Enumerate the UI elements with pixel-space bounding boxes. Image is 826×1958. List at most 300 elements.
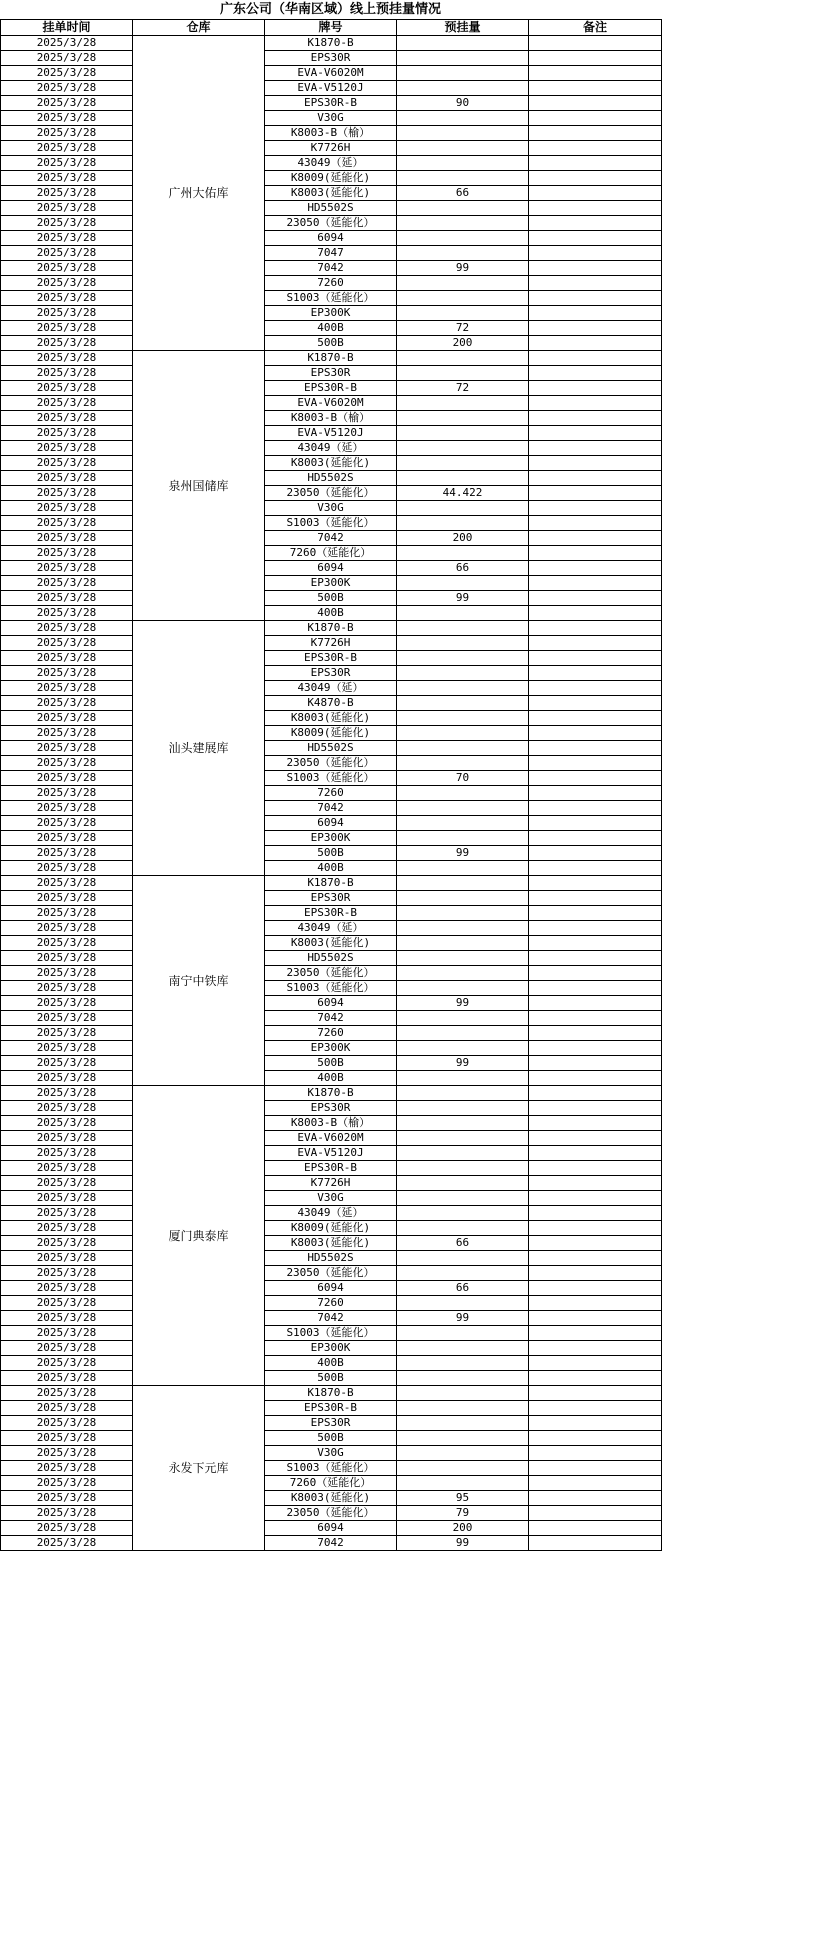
- cell-listing-time: 2025/3/28: [1, 1041, 133, 1056]
- cell-remarks: [529, 36, 662, 51]
- cell-grade: 500B: [265, 1431, 397, 1446]
- cell-remarks: [529, 456, 662, 471]
- cell-listing-time: 2025/3/28: [1, 966, 133, 981]
- table-row: [1, 81, 662, 96]
- cell-remarks: [529, 201, 662, 216]
- cell-listing-time: 2025/3/28: [1, 1296, 133, 1311]
- cell-grade: EVA-V6020M: [265, 396, 397, 411]
- cell-grade: 6094: [265, 996, 397, 1011]
- cell-grade: K8003-B（榆）: [265, 1116, 397, 1131]
- cell-preorder-qty: [397, 171, 529, 186]
- table-row: [1, 741, 662, 756]
- table-row: [1, 261, 662, 276]
- table-row: [1, 141, 662, 156]
- cell-preorder-qty: [397, 861, 529, 876]
- cell-remarks: [529, 51, 662, 66]
- cell-remarks: [529, 846, 662, 861]
- table-row: [1, 591, 662, 606]
- table-row: [1, 786, 662, 801]
- table-row: [1, 696, 662, 711]
- cell-grade: V30G: [265, 111, 397, 126]
- table-row: [1, 411, 662, 426]
- cell-grade: 23050（延能化）: [265, 966, 397, 981]
- cell-grade: K7726H: [265, 141, 397, 156]
- table-row: [1, 531, 662, 546]
- cell-grade: K1870-B: [265, 351, 397, 366]
- cell-listing-time: 2025/3/28: [1, 756, 133, 771]
- table-row: [1, 1296, 662, 1311]
- cell-grade: HD5502S: [265, 741, 397, 756]
- cell-grade: 7260: [265, 1296, 397, 1311]
- cell-listing-time: 2025/3/28: [1, 726, 133, 741]
- cell-listing-time: 2025/3/28: [1, 96, 133, 111]
- cell-listing-time: 2025/3/28: [1, 1191, 133, 1206]
- cell-listing-time: 2025/3/28: [1, 1011, 133, 1026]
- cell-grade: 6094: [265, 816, 397, 831]
- header-row: [1, 20, 662, 36]
- cell-preorder-qty: [397, 111, 529, 126]
- cell-listing-time: 2025/3/28: [1, 1101, 133, 1116]
- cell-remarks: [529, 321, 662, 336]
- cell-remarks: [529, 126, 662, 141]
- cell-grade: EPS30R: [265, 51, 397, 66]
- cell-remarks: [529, 711, 662, 726]
- cell-preorder-qty: [397, 606, 529, 621]
- cell-remarks: [529, 306, 662, 321]
- cell-preorder-qty: 200: [397, 336, 529, 351]
- cell-listing-time: 2025/3/28: [1, 396, 133, 411]
- cell-preorder-qty: [397, 471, 529, 486]
- cell-listing-time: 2025/3/28: [1, 1446, 133, 1461]
- cell-listing-time: 2025/3/28: [1, 111, 133, 126]
- table-row: [1, 426, 662, 441]
- cell-preorder-qty: 79: [397, 1506, 529, 1521]
- cell-grade: 7042: [265, 1536, 397, 1551]
- cell-remarks: [529, 1341, 662, 1356]
- cell-remarks: [529, 831, 662, 846]
- cell-listing-time: 2025/3/28: [1, 66, 133, 81]
- cell-preorder-qty: 72: [397, 381, 529, 396]
- cell-grade: K7726H: [265, 636, 397, 651]
- cell-grade: 6094: [265, 561, 397, 576]
- cell-listing-time: 2025/3/28: [1, 1056, 133, 1071]
- cell-remarks: [529, 876, 662, 891]
- cell-remarks: [529, 516, 662, 531]
- cell-remarks: [529, 981, 662, 996]
- table-row: [1, 546, 662, 561]
- cell-preorder-qty: [397, 546, 529, 561]
- cell-preorder-qty: [397, 66, 529, 81]
- cell-remarks: [529, 1116, 662, 1131]
- table-row: [1, 1506, 662, 1521]
- cell-listing-time: 2025/3/28: [1, 1176, 133, 1191]
- cell-remarks: [529, 1401, 662, 1416]
- cell-remarks: [529, 726, 662, 741]
- cell-remarks: [529, 1281, 662, 1296]
- cell-listing-time: 2025/3/28: [1, 891, 133, 906]
- cell-grade: 400B: [265, 1356, 397, 1371]
- table-row: [1, 516, 662, 531]
- cell-listing-time: 2025/3/28: [1, 1221, 133, 1236]
- cell-preorder-qty: [397, 366, 529, 381]
- cell-preorder-qty: [397, 921, 529, 936]
- cell-grade: K1870-B: [265, 876, 397, 891]
- cell-grade: 43049（延）: [265, 156, 397, 171]
- cell-listing-time: 2025/3/28: [1, 261, 133, 276]
- cell-listing-time: 2025/3/28: [1, 621, 133, 636]
- cell-preorder-qty: 66: [397, 1281, 529, 1296]
- cell-preorder-qty: [397, 1341, 529, 1356]
- cell-remarks: [529, 441, 662, 456]
- cell-preorder-qty: [397, 1356, 529, 1371]
- table-row: [1, 651, 662, 666]
- table-row: [1, 396, 662, 411]
- cell-listing-time: 2025/3/28: [1, 576, 133, 591]
- cell-grade: HD5502S: [265, 1251, 397, 1266]
- table-row: [1, 1146, 662, 1161]
- cell-remarks: [529, 66, 662, 81]
- cell-listing-time: 2025/3/28: [1, 1206, 133, 1221]
- cell-warehouse: 永发下元库: [133, 1386, 265, 1551]
- cell-grade: K1870-B: [265, 621, 397, 636]
- table-row: [1, 1236, 662, 1251]
- cell-remarks: [529, 756, 662, 771]
- table-row: [1, 636, 662, 651]
- cell-remarks: [529, 1326, 662, 1341]
- cell-preorder-qty: 66: [397, 1236, 529, 1251]
- cell-remarks: [529, 1191, 662, 1206]
- table-row: [1, 231, 662, 246]
- cell-listing-time: 2025/3/28: [1, 381, 133, 396]
- cell-preorder-qty: [397, 156, 529, 171]
- table-row: [1, 1461, 662, 1476]
- table-row: [1, 1521, 662, 1536]
- cell-preorder-qty: [397, 81, 529, 96]
- cell-preorder-qty: [397, 216, 529, 231]
- cell-remarks: [529, 1161, 662, 1176]
- table-row: [1, 1356, 662, 1371]
- table-row: [1, 1431, 662, 1446]
- cell-grade: 500B: [265, 1056, 397, 1071]
- cell-preorder-qty: [397, 1221, 529, 1236]
- cell-remarks: [529, 906, 662, 921]
- cell-listing-time: 2025/3/28: [1, 936, 133, 951]
- cell-remarks: [529, 1386, 662, 1401]
- cell-grade: K8009(延能化): [265, 1221, 397, 1236]
- cell-remarks: [529, 1251, 662, 1266]
- cell-listing-time: 2025/3/28: [1, 1236, 133, 1251]
- cell-preorder-qty: [397, 681, 529, 696]
- cell-grade: S1003（延能化）: [265, 1326, 397, 1341]
- cell-listing-time: 2025/3/28: [1, 51, 133, 66]
- cell-preorder-qty: [397, 1386, 529, 1401]
- cell-preorder-qty: [397, 1071, 529, 1086]
- cell-preorder-qty: 99: [397, 261, 529, 276]
- cell-remarks: [529, 1311, 662, 1326]
- table-row: [1, 876, 662, 891]
- cell-preorder-qty: [397, 1176, 529, 1191]
- cell-preorder-qty: [397, 1131, 529, 1146]
- cell-preorder-qty: [397, 1371, 529, 1386]
- cell-preorder-qty: [397, 1476, 529, 1491]
- cell-preorder-qty: [397, 1101, 529, 1116]
- table-row: [1, 216, 662, 231]
- table-row: [1, 366, 662, 381]
- table-row: [1, 111, 662, 126]
- cell-preorder-qty: 70: [397, 771, 529, 786]
- table-row: [1, 1386, 662, 1401]
- cell-preorder-qty: 99: [397, 591, 529, 606]
- cell-listing-time: 2025/3/28: [1, 1251, 133, 1266]
- cell-listing-time: 2025/3/28: [1, 1311, 133, 1326]
- cell-listing-time: 2025/3/28: [1, 1476, 133, 1491]
- cell-preorder-qty: [397, 786, 529, 801]
- cell-grade: 7260（延能化）: [265, 546, 397, 561]
- cell-grade: EVA-V5120J: [265, 81, 397, 96]
- cell-preorder-qty: [397, 696, 529, 711]
- cell-listing-time: 2025/3/28: [1, 366, 133, 381]
- cell-grade: 43049（延）: [265, 441, 397, 456]
- cell-remarks: [529, 606, 662, 621]
- cell-grade: K8003(延能化): [265, 711, 397, 726]
- cell-preorder-qty: [397, 201, 529, 216]
- cell-preorder-qty: [397, 801, 529, 816]
- cell-remarks: [529, 156, 662, 171]
- cell-grade: K7726H: [265, 1176, 397, 1191]
- cell-remarks: [529, 546, 662, 561]
- cell-listing-time: 2025/3/28: [1, 216, 133, 231]
- cell-listing-time: 2025/3/28: [1, 636, 133, 651]
- cell-grade: 6094: [265, 231, 397, 246]
- cell-remarks: [529, 861, 662, 876]
- cell-preorder-qty: [397, 306, 529, 321]
- cell-remarks: [529, 111, 662, 126]
- cell-preorder-qty: 66: [397, 186, 529, 201]
- cell-listing-time: 2025/3/28: [1, 816, 133, 831]
- cell-listing-time: 2025/3/28: [1, 1116, 133, 1131]
- table-row: [1, 996, 662, 1011]
- cell-preorder-qty: [397, 1416, 529, 1431]
- cell-listing-time: 2025/3/28: [1, 456, 133, 471]
- cell-remarks: [529, 1236, 662, 1251]
- cell-remarks: [529, 381, 662, 396]
- cell-remarks: [529, 1536, 662, 1551]
- cell-warehouse: 泉州国储库: [133, 351, 265, 621]
- cell-preorder-qty: [397, 411, 529, 426]
- table-row: [1, 441, 662, 456]
- cell-listing-time: 2025/3/28: [1, 1461, 133, 1476]
- cell-grade: 400B: [265, 321, 397, 336]
- cell-preorder-qty: [397, 621, 529, 636]
- cell-preorder-qty: [397, 1041, 529, 1056]
- cell-remarks: [529, 1491, 662, 1506]
- cell-preorder-qty: [397, 666, 529, 681]
- cell-preorder-qty: 66: [397, 561, 529, 576]
- cell-listing-time: 2025/3/28: [1, 861, 133, 876]
- cell-remarks: [529, 141, 662, 156]
- cell-remarks: [529, 921, 662, 936]
- table-row: [1, 801, 662, 816]
- cell-grade: HD5502S: [265, 951, 397, 966]
- cell-preorder-qty: [397, 741, 529, 756]
- header-warehouse: 仓库: [133, 20, 265, 36]
- cell-remarks: [529, 576, 662, 591]
- cell-remarks: [529, 411, 662, 426]
- cell-preorder-qty: [397, 441, 529, 456]
- cell-preorder-qty: 95: [397, 1491, 529, 1506]
- table-row: [1, 291, 662, 306]
- cell-grade: V30G: [265, 1191, 397, 1206]
- cell-remarks: [529, 1101, 662, 1116]
- cell-grade: 43049（延）: [265, 921, 397, 936]
- cell-preorder-qty: [397, 981, 529, 996]
- cell-listing-time: 2025/3/28: [1, 186, 133, 201]
- cell-grade: EVA-V5120J: [265, 1146, 397, 1161]
- cell-listing-time: 2025/3/28: [1, 471, 133, 486]
- cell-listing-time: 2025/3/28: [1, 996, 133, 1011]
- table-row: [1, 726, 662, 741]
- table-row: [1, 681, 662, 696]
- cell-warehouse: 广州大佑库: [133, 36, 265, 351]
- header-remarks: 备注: [529, 20, 662, 36]
- cell-remarks: [529, 486, 662, 501]
- cell-preorder-qty: 72: [397, 321, 529, 336]
- cell-grade: EPS30R-B: [265, 651, 397, 666]
- cell-listing-time: 2025/3/28: [1, 156, 133, 171]
- cell-grade: EPS30R-B: [265, 96, 397, 111]
- cell-grade: 7260: [265, 786, 397, 801]
- cell-preorder-qty: [397, 51, 529, 66]
- cell-remarks: [529, 471, 662, 486]
- cell-remarks: [529, 651, 662, 666]
- table-row: [1, 1476, 662, 1491]
- cell-preorder-qty: [397, 576, 529, 591]
- cell-remarks: [529, 561, 662, 576]
- cell-listing-time: 2025/3/28: [1, 1536, 133, 1551]
- table-row: [1, 966, 662, 981]
- cell-preorder-qty: 99: [397, 1311, 529, 1326]
- table-row: [1, 156, 662, 171]
- cell-listing-time: 2025/3/28: [1, 681, 133, 696]
- cell-grade: 43049（延）: [265, 681, 397, 696]
- cell-grade: 500B: [265, 846, 397, 861]
- cell-remarks: [529, 81, 662, 96]
- cell-grade: 6094: [265, 1521, 397, 1536]
- table-row: [1, 1131, 662, 1146]
- cell-remarks: [529, 396, 662, 411]
- cell-preorder-qty: [397, 516, 529, 531]
- cell-remarks: [529, 501, 662, 516]
- table-row: [1, 1311, 662, 1326]
- cell-grade: 7042: [265, 1311, 397, 1326]
- cell-remarks: [529, 591, 662, 606]
- cell-grade: EP300K: [265, 306, 397, 321]
- table-row: [1, 711, 662, 726]
- cell-grade: 400B: [265, 861, 397, 876]
- cell-listing-time: 2025/3/28: [1, 1281, 133, 1296]
- cell-preorder-qty: [397, 456, 529, 471]
- cell-listing-time: 2025/3/28: [1, 531, 133, 546]
- cell-listing-time: 2025/3/28: [1, 921, 133, 936]
- cell-remarks: [529, 96, 662, 111]
- table-row: [1, 936, 662, 951]
- cell-remarks: [529, 936, 662, 951]
- cell-listing-time: 2025/3/28: [1, 771, 133, 786]
- table-row: [1, 576, 662, 591]
- cell-preorder-qty: [397, 1206, 529, 1221]
- cell-preorder-qty: [397, 636, 529, 651]
- cell-listing-time: 2025/3/28: [1, 231, 133, 246]
- cell-preorder-qty: [397, 1116, 529, 1131]
- cell-remarks: [529, 291, 662, 306]
- cell-remarks: [529, 771, 662, 786]
- cell-preorder-qty: [397, 726, 529, 741]
- cell-remarks: [529, 666, 662, 681]
- cell-preorder-qty: 99: [397, 1056, 529, 1071]
- cell-remarks: [529, 351, 662, 366]
- cell-listing-time: 2025/3/28: [1, 336, 133, 351]
- cell-remarks: [529, 891, 662, 906]
- cell-remarks: [529, 1296, 662, 1311]
- cell-listing-time: 2025/3/28: [1, 876, 133, 891]
- cell-listing-time: 2025/3/28: [1, 411, 133, 426]
- table-row: [1, 906, 662, 921]
- cell-preorder-qty: 200: [397, 531, 529, 546]
- cell-preorder-qty: [397, 1191, 529, 1206]
- cell-listing-time: 2025/3/28: [1, 546, 133, 561]
- cell-grade: 7260: [265, 1026, 397, 1041]
- cell-remarks: [529, 171, 662, 186]
- cell-listing-time: 2025/3/28: [1, 831, 133, 846]
- cell-remarks: [529, 336, 662, 351]
- cell-listing-time: 2025/3/28: [1, 1026, 133, 1041]
- cell-remarks: [529, 1131, 662, 1146]
- cell-remarks: [529, 636, 662, 651]
- cell-preorder-qty: [397, 126, 529, 141]
- cell-grade: 400B: [265, 606, 397, 621]
- table-row: [1, 891, 662, 906]
- cell-listing-time: 2025/3/28: [1, 591, 133, 606]
- cell-listing-time: 2025/3/28: [1, 1431, 133, 1446]
- cell-grade: 7260（延能化）: [265, 1476, 397, 1491]
- table-row: [1, 621, 662, 636]
- table-row: [1, 1536, 662, 1551]
- listing-table: [0, 19, 662, 1551]
- cell-listing-time: 2025/3/28: [1, 426, 133, 441]
- cell-remarks: [529, 216, 662, 231]
- table-row: [1, 486, 662, 501]
- cell-listing-time: 2025/3/28: [1, 1401, 133, 1416]
- cell-listing-time: 2025/3/28: [1, 486, 133, 501]
- cell-grade: 7042: [265, 801, 397, 816]
- table-row: [1, 561, 662, 576]
- table-row: [1, 201, 662, 216]
- cell-listing-time: 2025/3/28: [1, 696, 133, 711]
- cell-listing-time: 2025/3/28: [1, 1146, 133, 1161]
- table-row: [1, 51, 662, 66]
- cell-listing-time: 2025/3/28: [1, 246, 133, 261]
- cell-preorder-qty: 44.422: [397, 486, 529, 501]
- table-row: [1, 981, 662, 996]
- table-row: [1, 1041, 662, 1056]
- cell-grade: 23050（延能化）: [265, 756, 397, 771]
- cell-grade: 23050（延能化）: [265, 486, 397, 501]
- cell-listing-time: 2025/3/28: [1, 786, 133, 801]
- cell-remarks: [529, 531, 662, 546]
- table-row: [1, 1416, 662, 1431]
- cell-listing-time: 2025/3/28: [1, 36, 133, 51]
- table-row: [1, 921, 662, 936]
